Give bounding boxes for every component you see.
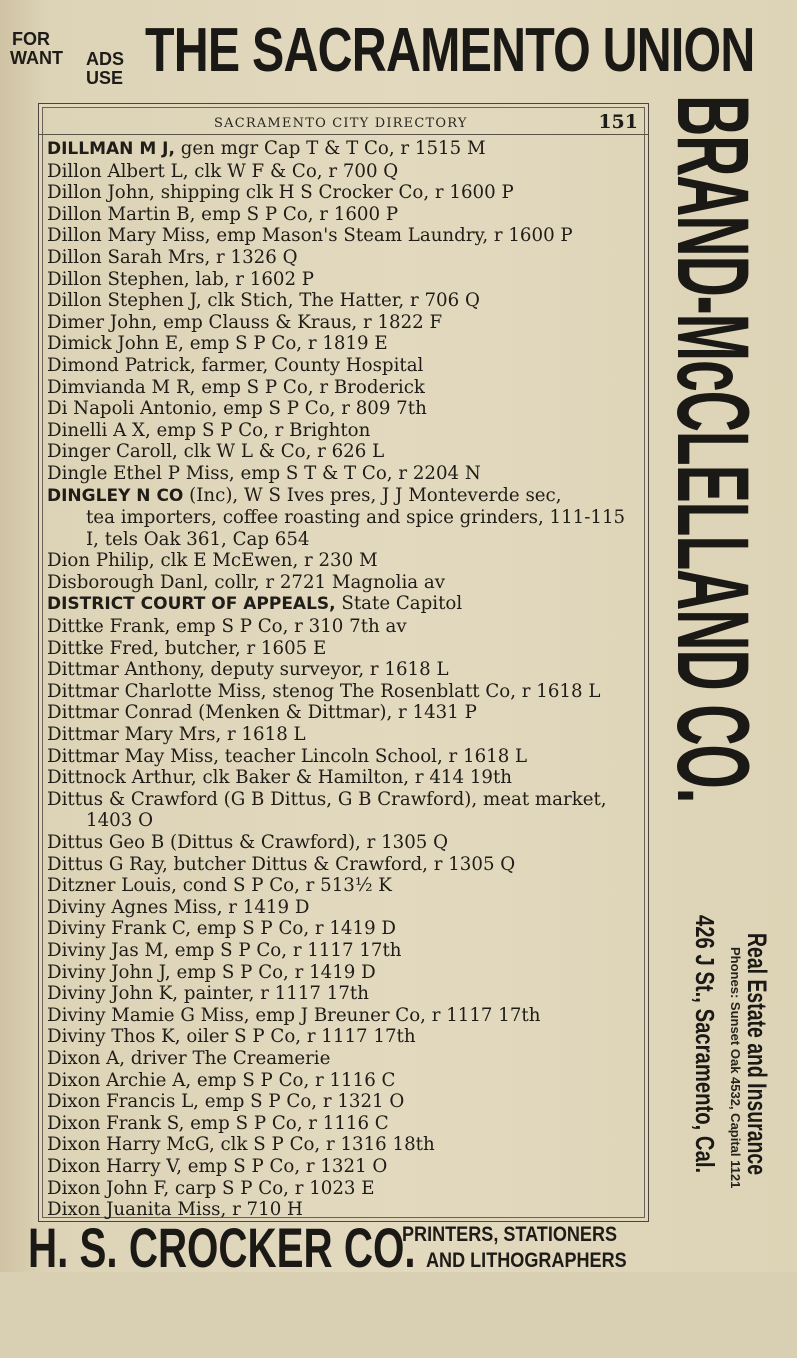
entry-bold-name: DILLMAN M J, [47,139,175,159]
entry-text: Dillon Stephen J, clk Stich, The Hatter, r 706 Q [47,290,480,312]
directory-entry [47,1005,643,1027]
entry-text: Dixon Harry V, emp S P Co, r 1321 O [47,1155,388,1177]
entry-text: Dimvianda M R, emp S P Co, r Broderick [47,376,425,398]
directory-entry [47,789,643,832]
directory-entry [47,616,643,638]
directory-entry [47,1178,643,1200]
directory-entry [47,182,643,204]
entry-text: Dinelli A X, emp S P Co, r Brighton [47,419,371,441]
page-number: 151 [598,111,638,133]
entry-text: Dittmar Charlotte Miss, stenog The Rosenblatt Co, r 1618 L [47,680,601,702]
directory-entry [47,593,643,616]
directory-entry [47,724,643,746]
entry-continuation: 1403 O [86,810,153,832]
bottom-advertisement-banner [0,1216,700,1279]
want-ads-note [10,30,140,88]
tagline-line-1: PRINTERS, STATIONERS [402,1223,618,1246]
entry-continuation: tea importers, coffee roasting and spice grinders, 111-115 [86,507,626,529]
tagline-line-2: AND LITHOGRAPHERS [426,1249,627,1272]
directory-entry [47,1026,643,1048]
entry-text: Ditzner Louis, cond S P Co, r 513½ K [47,875,392,897]
entry-text: Dingle Ethel P Miss, emp S T & T Co, r 2204 N [47,462,481,484]
directory-entry [47,746,643,768]
want-ads-word: WANT [10,48,63,68]
entry-text: Dixon John F, carp S P Co, r 1023 E [47,1177,375,1199]
entry-text: Dion Philip, clk E McEwen, r 230 M [47,550,378,572]
entry-text: Dittmar May Miss, teacher Lincoln School, r 1618 L [47,745,528,767]
entry-text: gen mgr Cap T & T Co, r 1515 M [174,138,486,159]
entry-text: Diviny Mamie G Miss, emp J Breuner Co, r 1117 17th [47,1004,541,1026]
directory-entry [47,638,643,660]
directory-entry [47,681,643,703]
entry-text: Dillon Stephen, lab, r 1602 P [47,268,315,290]
directory-entry [47,832,643,854]
directory-entry [47,1048,643,1070]
directory-entry [47,420,643,442]
entry-continuation: I, tels Oak 361, Cap 654 [86,528,310,550]
entry-text: Diviny Frank C, emp S P Co, r 1419 D [47,918,397,940]
entry-text: Dittmar Mary Mrs, r 1618 L [47,724,306,746]
entry-text: Dixon Juanita Miss, r 710 H [47,1199,303,1221]
entry-text: Dillon Martin B, emp S P Co, r 1600 P [47,203,399,225]
entry-text: Dixon Frank S, emp S P Co, r 1116 C [47,1112,389,1134]
entry-text: Disborough Danl, collr, r 2721 Magnolia av [47,571,446,593]
entry-text: Dixon A, driver The Creamerie [47,1047,331,1069]
directory-entry [47,398,643,420]
directory-entry [47,854,643,876]
business-line-text: Real Estate and Insurance [742,933,772,1176]
entry-text: Dixon Archie A, emp S P Co, r 1116 C [47,1069,396,1091]
entry-text: Dittus & Crawford (G B Dittus, G B Crawford), meat market, [47,788,607,810]
directory-entry [47,875,643,897]
entry-text: Dillon Mary Miss, emp Mason's Steam Laundry, r 1600 P [47,225,573,247]
directory-entry [47,485,643,551]
entry-text: Dittmar Conrad (Menken & Dittmar), r 1431 P [47,702,477,724]
directory-listing-box [38,103,649,1222]
directory-entry [47,962,643,984]
directory-entry [47,1156,643,1178]
directory-entry [47,138,643,161]
top-advertisement-banner [0,14,755,94]
entry-text: Diviny Jas M, emp S P Co, r 1117 17th [47,939,402,961]
want-ads-word: FOR [12,29,50,49]
crocker-company-name: H. S. CROCKER CO. [28,1216,416,1279]
directory-entry [47,550,643,572]
directory-entry [47,659,643,681]
entry-text: Dillon Sarah Mrs, r 1326 Q [47,246,298,268]
directory-entry [47,1070,643,1092]
entry-text: Dillon John, shipping clk H S Crocker Co, r 1600 P [47,182,514,204]
entry-text: Dillon Albert L, clk W F & Co, r 700 Q [47,160,399,182]
want-ads-word: USE [86,68,124,88]
entry-text: Diviny John J, emp S P Co, r 1419 D [47,961,376,983]
directory-entry [47,702,643,724]
directory-entry [47,247,643,269]
crocker-tagline [402,1222,682,1274]
header-title: SACRAMENTO CITY DIRECTORY [214,116,468,131]
newspaper-title: THE SACRAMENTO UNION [145,16,755,85]
entry-text: Dittmar Anthony, deputy surveyor, r 1618 L [47,659,449,681]
want-ads-word: ADS [86,49,125,69]
directory-entry [47,225,643,247]
entry-text: State Capitol [335,593,463,615]
directory-entry [47,355,643,377]
entry-text: Dimond Patrick, farmer, County Hospital [47,354,424,376]
directory-entry [47,1113,643,1135]
entry-text: Diviny Agnes Miss, r 1419 D [47,896,310,918]
directory-entry [47,897,643,919]
directory-entry [47,290,643,312]
directory-entry [47,333,643,355]
directory-entry [47,463,643,485]
entry-text: Di Napoli Antonio, emp S P Co, r 809 7th [47,398,427,420]
right-advertisement-banner [650,95,797,1235]
entry-text: Dinger Caroll, clk W L & Co, r 626 L [47,441,385,463]
directory-entry [47,572,643,594]
directory-entry [47,1091,643,1113]
directory-entry [47,940,643,962]
entry-bold-name: DISTRICT COURT OF APPEALS, [47,594,336,615]
directory-entry [47,377,643,399]
directory-entries [47,138,643,1221]
directory-entry [47,441,643,463]
entry-text: Dittus G Ray, butcher Dittus & Crawford, r 1305 Q [47,853,516,875]
entry-text: Dittke Fred, butcher, r 1605 E [47,637,327,659]
entry-text: Dittus Geo B (Dittus & Crawford), r 1305 Q [47,832,449,853]
entry-text: Dimick John E, emp S P Co, r 1819 E [47,333,388,355]
street-address-text: 426 J St., Sacramento, Cal. [690,915,720,1174]
directory-entry [47,204,643,226]
entry-text: Dimer John, emp Clauss & Kraus, r 1822 F [47,311,443,333]
entry-bold-name: DINGLEY N CO [47,485,184,506]
street-address [684,915,720,1235]
directory-entry [47,767,643,789]
directory-entry [47,1134,643,1156]
entry-text: Dittke Frank, emp S P Co, r 310 7th av [47,616,407,638]
directory-entry [47,918,643,940]
entry-text: (Inc), W S Ives pres, J J Monteverde sec, [183,484,562,506]
entry-text: Dixon Francis L, emp S P Co, r 1321 O [47,1091,405,1113]
entry-text: Dittnock Arthur, clk Baker & Hamilton, r 414 19th [47,767,512,789]
entry-text: Diviny John K, painter, r 1117 17th [47,983,369,1005]
directory-entry [47,161,643,183]
directory-entry [47,312,643,334]
brand-name-text: BRAND-McCLELLAND CO. [656,95,770,803]
phone-numbers: Phones: Sunset Oak 4532, Capital 1121 [728,947,743,1189]
running-header [39,110,648,135]
directory-entry [47,269,643,291]
directory-entry [47,983,643,1005]
entry-text: Dixon Harry McG, clk S P Co, r 1316 18th [47,1134,435,1156]
entry-text: Diviny Thos K, oiler S P Co, r 1117 17th [47,1026,416,1048]
